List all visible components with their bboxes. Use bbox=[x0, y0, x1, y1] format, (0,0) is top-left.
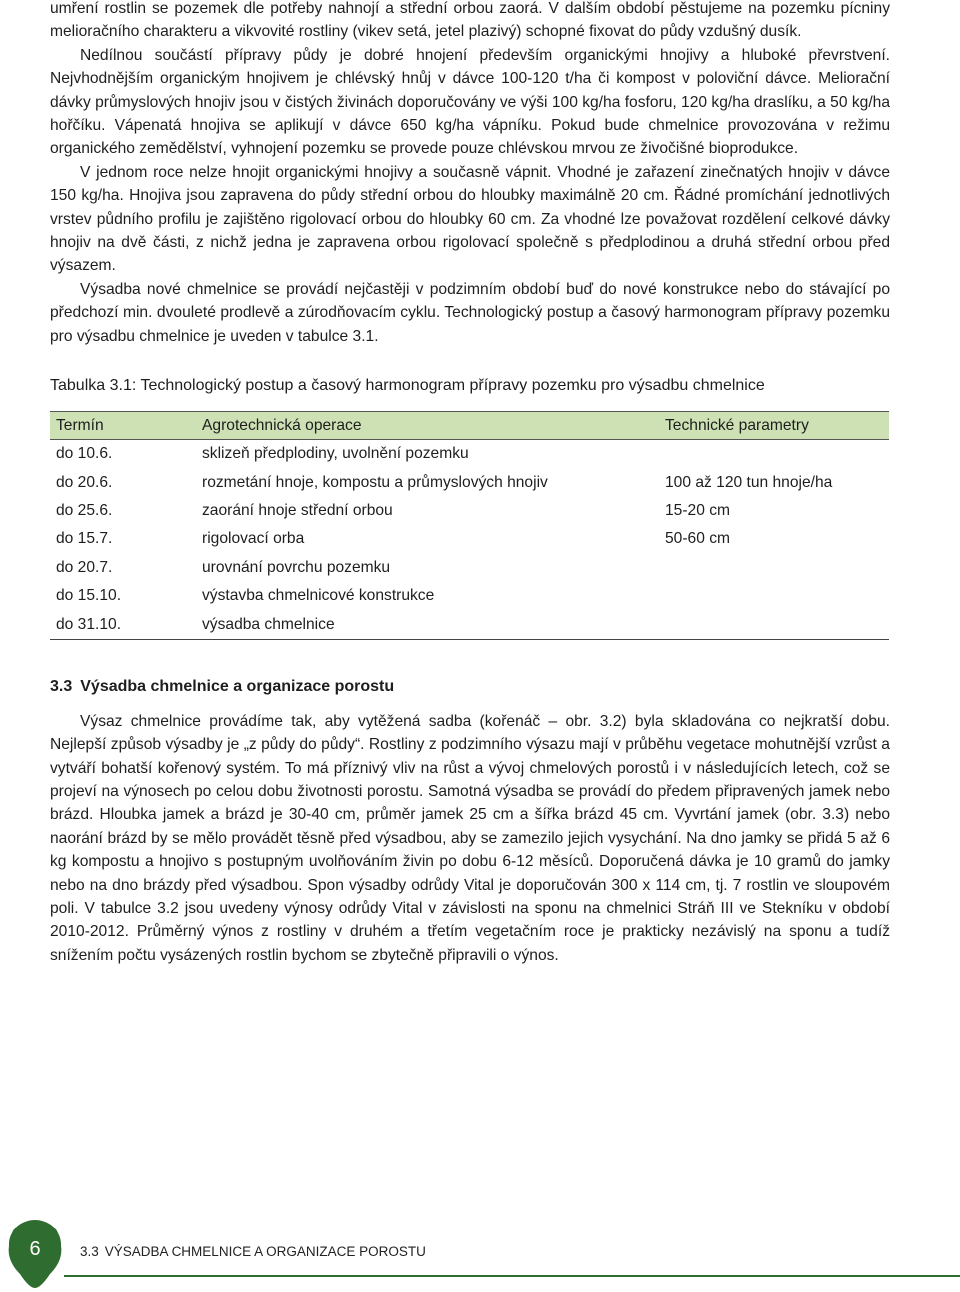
header-operation: Agrotechnická operace bbox=[196, 412, 659, 440]
cell-parameters: 100 až 120 tun hnoje/ha bbox=[665, 473, 833, 491]
paragraph-planting-period: Výsadba nové chmelnice se provádí nejčastěji v podzimním období buď do nové konstrukce nebo do stávající po předchozí min. dvouleté prodlevě a zúrodňovacím cyklu. Technologický postup a časový harmonogram přípravy pozemku pro výsadbu chmelnice je uveden v tabulce 3.1. bbox=[50, 280, 890, 345]
cell-operation: výstavba chmelnicové konstrukce bbox=[202, 587, 435, 605]
table-row bbox=[50, 497, 889, 525]
cell-parameters bbox=[659, 610, 889, 639]
page-content bbox=[50, 0, 890, 967]
footer-section-number: 3.3 bbox=[80, 1244, 99, 1259]
footer-section-label: VÝSADBA CHMELNICE A ORGANIZACE POROSTU bbox=[104, 1244, 426, 1259]
cell-term: do 25.6. bbox=[56, 502, 113, 520]
cell-term: do 15.10. bbox=[56, 587, 122, 605]
cell-operation: rozmetání hnoje, kompostu a průmyslových hnojiv bbox=[202, 473, 548, 491]
paragraph-liming: V jednom roce nelze hnojit organickými hnojivy a současně vápnit. Vhodné je zařazení zinečnatých hnojiv v dávce 150 kg/ha. Hnojiva jsou zapravena do půdy střední orbou do hloubky maximálně 20 cm. Řádné promíchání jednotlivých vrstev půdního profilu je zajištěno rigolovací orbou do hloubky 60 cm. Za vhodné lze považovat rozdělení celkové dávky hnojiv na dvě části, z nichž jedna je zapravena orbou rigolovací společně s předplodinou a druhá střední orbou před výsazem. bbox=[50, 163, 890, 275]
section-number: 3.3 bbox=[50, 677, 73, 695]
header-term: Termín bbox=[50, 412, 196, 440]
footer-section-title bbox=[80, 1244, 426, 1259]
table-row bbox=[50, 582, 889, 610]
schedule-table bbox=[50, 411, 889, 640]
cell-operation: sklizeň předplodiny, uvolnění pozemku bbox=[202, 445, 469, 463]
cell-operation: rigolovací orba bbox=[202, 530, 305, 548]
footer-divider bbox=[64, 1275, 960, 1277]
section-title: Výsadba chmelnice a organizace porostu bbox=[80, 677, 395, 695]
cell-term: do 20.6. bbox=[56, 473, 113, 491]
table-row bbox=[50, 440, 889, 469]
cell-operation: zaorání hnoje střední orbou bbox=[202, 502, 393, 520]
table-row bbox=[50, 610, 889, 639]
cell-operation: urovnání povrchu pozemku bbox=[202, 558, 391, 576]
table-caption: Tabulka 3.1: Technologický postup a časový harmonogram přípravy pozemku pro výsadbu chmelnice bbox=[50, 377, 765, 395]
paragraph-continuation: umření rostlin se pozemek dle potřeby nahnojí a střední orbou zaorá. V dalším období pěstujeme na pozemku pícniny melioračního charakteru a vikvovité rostliny (vikev setá, jetel plazivý) schopné fixovat do půdy vzdušný dusík. bbox=[50, 0, 890, 41]
cell-parameters bbox=[659, 440, 889, 469]
table-row bbox=[50, 525, 889, 553]
paragraph-fertilization: Nedílnou součástí přípravy půdy je dobré hnojení především organickými hnojivy a hluboké převrstvení. Nejvhodnějším organickým hnojivem je chlévský hnůj v dávce 100-120 t/ha či kompost v poloviční dávce. Meliorační dávky průmyslových hnojiv jsou v čistých živinách doporučovány ve výši 100 kg/ha fosforu, 120 kg/ha draslíku, a 50 kg/ha hořčíku. Vápenatá hnojiva se aplikují v dávce 650 kg/ha vápníku. Pokud bude chmelnice provozována v režimu organického zemědělství, vyhnojení pozemku se provede pouze chlévskou mrvou ze živočišné bioprodukce. bbox=[50, 46, 890, 158]
cell-parameters: 15-20 cm bbox=[665, 502, 731, 520]
cell-term: do 20.7. bbox=[56, 558, 113, 576]
cell-term: do 15.7. bbox=[56, 530, 113, 548]
table-header-row bbox=[50, 412, 889, 440]
section-heading bbox=[50, 676, 890, 698]
cell-parameters bbox=[659, 554, 889, 582]
cell-term: do 31.10. bbox=[50, 610, 196, 639]
table-row bbox=[50, 554, 889, 582]
cell-operation: výsadba chmelnice bbox=[196, 610, 659, 639]
page-footer bbox=[0, 1210, 960, 1292]
paragraph-planting: Výsaz chmelnice provádíme tak, aby vytěžená sadba (kořenáč – obr. 3.2) byla skladována co nejkratší dobu. Nejlepší způsob výsadby je „z půdy do půdy“. Rostliny z podzimního výsazu mají v průběhu vegetace mohutnější vzrůst a vytváří bohatší kořenový systém. To má příznivý vliv na růst a vývoj chmelových porostů i v následujících letech, což se projeví na výnosech po celou dobu životnosti porostu. Samotná výsadba se provádí do předem připravených jamek nebo brázd. Hloubka jamek a brázd je 30-40 cm, průměr jamek 25 cm a šířka brázd 45 cm. Vyvrtání jamek (obr. 3.3) nebo naorání brázd by se mělo provádět těsně před výsadbou, aby se zamezilo jejich vysychání. Na dno jamky se přidá 5 až 6 kg kompostu a hnojivo s postupným uvolňováním živin po dobu 6-12 měsíců. Doporučená dávka je 10 gramů do jamky nebo na dno brázdy před výsadbou. Spon výsadby odrůdy Vital je doporučován 300 x 114 cm, tj. 7 rostlin ve sloupovém poli. V tabulce 3.2 jsou uvedeny výnosy odrůdy Vital v závislosti na sponu na chmelnici Stráň III ve Stekníku v období 2010-2012. Průměrný výnos z rostliny v druhém a třetím vegetačním roce je prakticky nezávislý na sponu a tudíž snížením počtu vysázených rostlin bychom se zbytečně připravili o výnos. bbox=[50, 712, 890, 964]
header-parameters: Technické parametry bbox=[659, 412, 889, 440]
cell-parameters bbox=[659, 582, 889, 610]
cell-parameters: 50-60 cm bbox=[665, 530, 731, 548]
table-row bbox=[50, 468, 889, 496]
cell-term: do 10.6. bbox=[56, 445, 113, 463]
page-number: 6 bbox=[29, 1238, 41, 1260]
